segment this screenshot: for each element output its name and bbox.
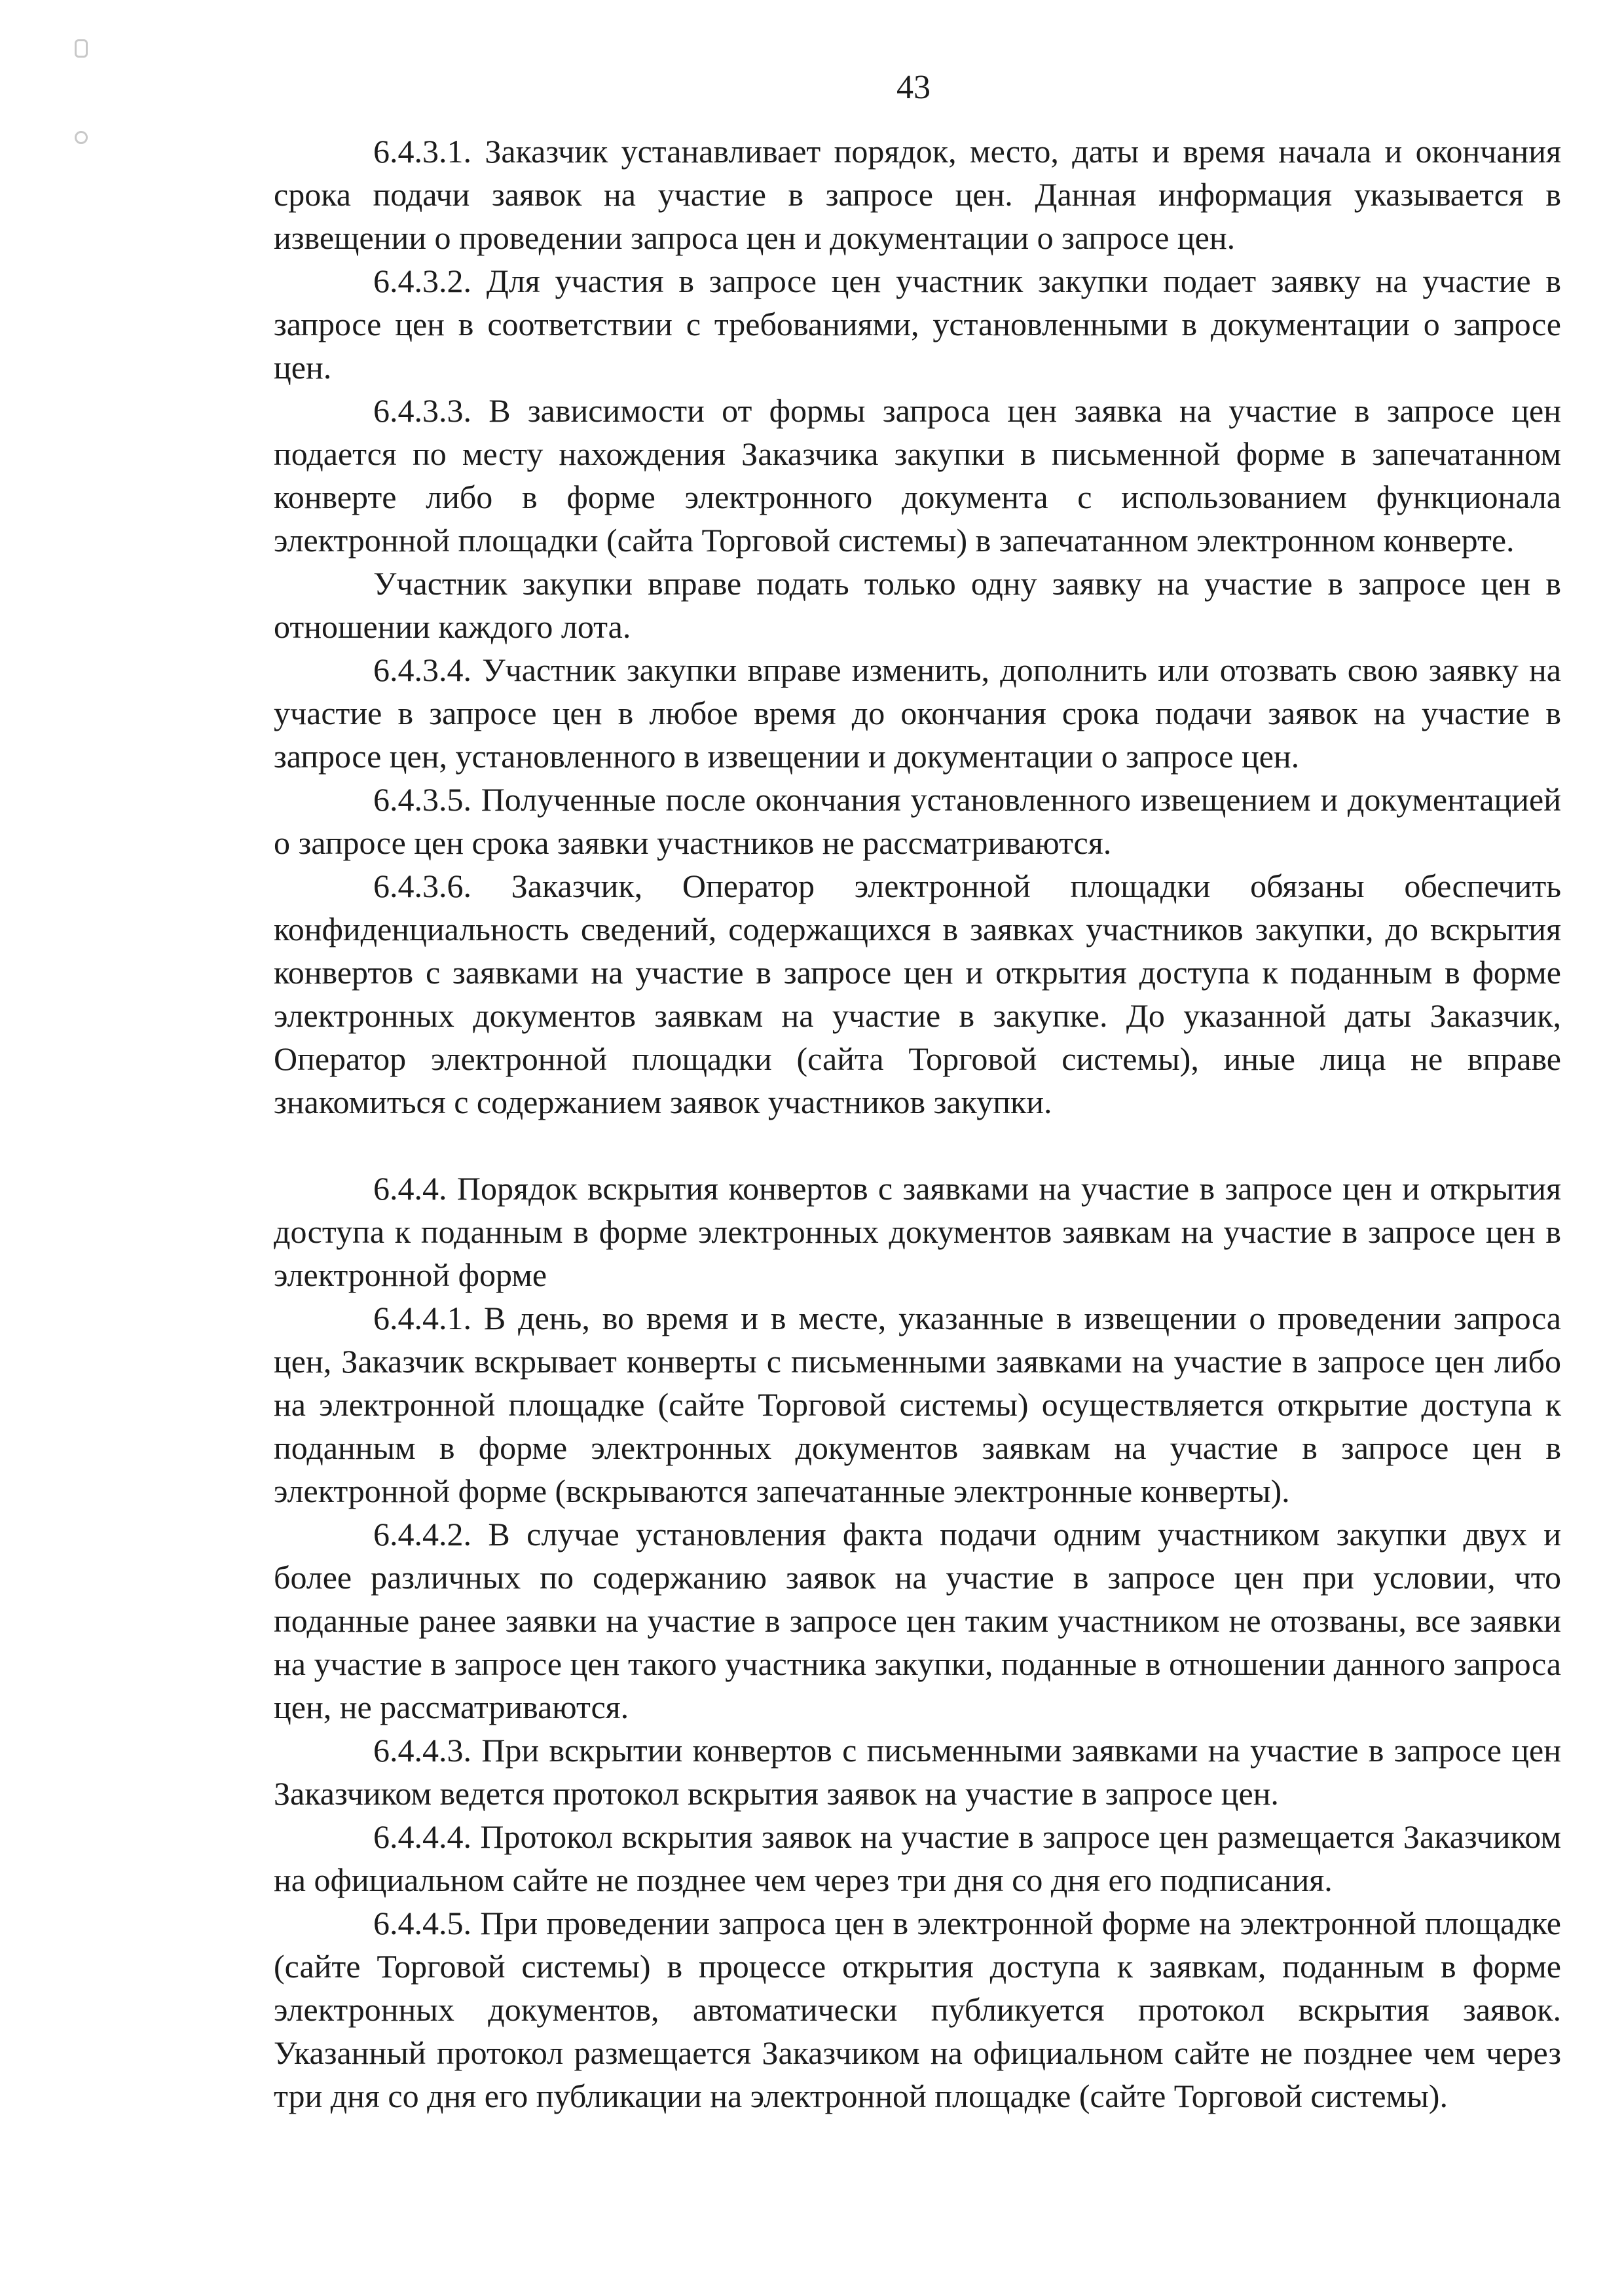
paragraph-6-4-4-2: 6.4.4.2. В случае установления факта подачи одним участником закупки двух и более различных по содержанию заявок на участие в запросе цен при условии, что поданные ранее заявки на участие в запросе цен таким участником не отозваны, все заявки на участие в запросе цен такого участника закупки, поданные в отношении данного запроса цен, не рассматриваются. bbox=[274, 1516, 1561, 1725]
document-body bbox=[274, 130, 1561, 2118]
paragraph-6-4-4-4: 6.4.4.4. Протокол вскрытия заявок на участие в запросе цен размещается Заказчиком на официальном сайте не позднее чем через три дня со дня его подписания. bbox=[274, 1818, 1561, 1898]
section-heading-6-4-4: 6.4.4. Порядок вскрытия конвертов с заявками на участие в запросе цен и открытия доступа к поданным в форме электронных документов заявкам на участие в запросе цен в электронной форме bbox=[274, 1170, 1561, 1293]
punch-hole-mark bbox=[75, 131, 88, 144]
paragraph-6-4-3-3-continued: Участник закупки вправе подать только одну заявку на участие в запросе цен в отношении каждого лота. bbox=[274, 565, 1561, 645]
paragraph-6-4-3-2: 6.4.3.2. Для участия в запросе цен участник закупки подает заявку на участие в запросе цен в соответствии с требованиями, установленными в документации о запросе цен. bbox=[274, 263, 1561, 386]
paragraph-6-4-4-1: 6.4.4.1. В день, во время и в месте, указанные в извещении о проведении запроса цен, Заказчик вскрывает конверты с письменными заявками на участие в запросе цен либо на электронной площадке (сайте Торговой системы) осуществляется открытие доступа к поданным в форме электронных документов заявкам на участие в запросе цен в электронной форме (вскрываются запечатанные электронные конверты). bbox=[274, 1300, 1561, 1509]
paragraph-6-4-3-5: 6.4.3.5. Полученные после окончания установленного извещением и документацией о запросе цен срока заявки участников не рассматриваются. bbox=[274, 781, 1561, 861]
page-number: 43 bbox=[896, 69, 931, 106]
punch-hole-mark bbox=[75, 39, 88, 58]
paragraph-6-4-4-5: 6.4.4.5. При проведении запроса цен в электронной форме на электронной площадке (сайте Торговой системы) в процессе открытия доступа к заявкам, поданным в форме электронных документов, автоматически публикуется протокол вскрытия заявок. Указанный протокол размещается Заказчиком на официальном сайте не позднее чем через три дня со дня его публикации на электронной площадке (сайте Торговой системы). bbox=[274, 1905, 1561, 2114]
paragraph-6-4-3-3: 6.4.3.3. В зависимости от формы запроса цен заявка на участие в запросе цен подается по месту нахождения Заказчика закупки в письменной форме в запечатанном конверте либо в форме электронного документа с использованием функционала электронной площадки (сайта Торговой системы) в запечатанном электронном конверте. bbox=[274, 392, 1561, 559]
paragraph-6-4-3-1: 6.4.3.1. Заказчик устанавливает порядок, место, даты и время начала и окончания срока подачи заявок на участие в запросе цен. Данная информация указывается в извещении о проведении запроса цен и документации о запросе цен. bbox=[274, 133, 1561, 256]
paragraph-6-4-3-6: 6.4.3.6. Заказчик, Оператор электронной площадки обязаны обеспечить конфиденциальность сведений, содержащихся в заявках участников закупки, до вскрытия конвертов с заявками на участие в запросе цен и открытия доступа к поданным в форме электронных документов заявкам на участие в закупке. До указанной даты Заказчик, Оператор электронной площадки (сайта Торговой системы), иные лица не вправе знакомиться с содержанием заявок участников закупки. bbox=[274, 868, 1561, 1120]
paragraph-6-4-4-3: 6.4.4.3. При вскрытии конвертов с письменными заявками на участие в запросе цен Заказчиком ведется протокол вскрытия заявок на участие в запросе цен. bbox=[274, 1732, 1561, 1812]
paragraph-6-4-3-4: 6.4.3.4. Участник закупки вправе изменить, дополнить или отозвать свою заявку на участие в запросе цен в любое время до окончания срока подачи заявок на участие в запросе цен, установленного в извещении и документации о запросе цен. bbox=[274, 652, 1561, 775]
